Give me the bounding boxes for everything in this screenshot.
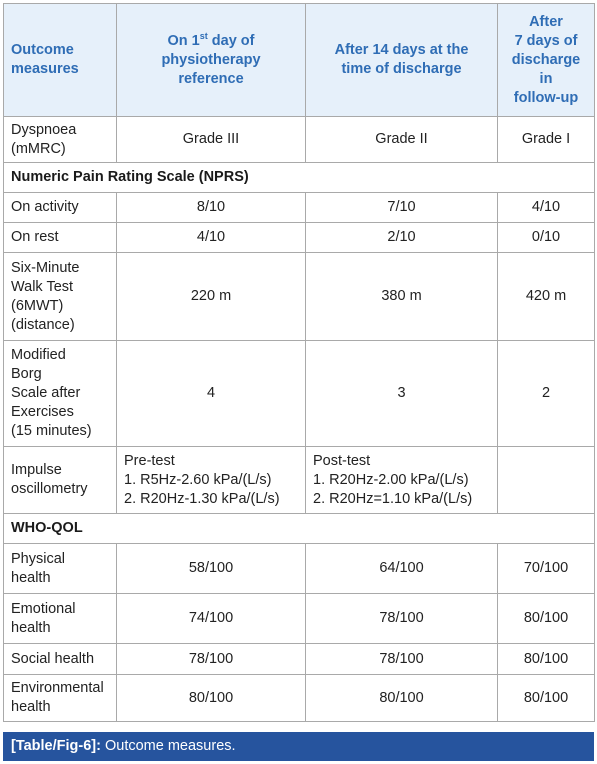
cell-value: 7/10 [306, 193, 498, 223]
table-header-row [4, 4, 595, 117]
row-label-on-activity: On activity [4, 193, 117, 223]
table-row [4, 447, 595, 514]
cell-value: 0/10 [498, 223, 595, 253]
row-label-borg: Modified Borg Scale after Exercises (15 minutes) [4, 341, 117, 447]
cell-value: Grade II [306, 117, 498, 163]
cell-value: 420 m [498, 253, 595, 341]
cell-value: 8/10 [117, 193, 306, 223]
section-row-nprs [4, 163, 595, 193]
table-row [4, 117, 595, 163]
section-row-whoqol [4, 514, 595, 544]
table-row [4, 223, 595, 253]
cell-value: 78/100 [306, 594, 498, 644]
row-label-environmental-health: Environmental health [4, 675, 117, 722]
cell-value: 78/100 [306, 644, 498, 675]
section-title-nprs: Numeric Pain Rating Scale (NPRS) [4, 163, 595, 193]
header-outcome-measures: Outcome measures [4, 4, 117, 117]
caption-text: Outcome measures. [100, 738, 236, 754]
row-label-6mwt: Six-Minute Walk Test (6MWT) (distance) [4, 253, 117, 341]
cell-value: 64/100 [306, 544, 498, 594]
cell-value: 80/100 [498, 594, 595, 644]
cell-empty [498, 447, 595, 514]
table-caption [3, 732, 594, 761]
table-row [4, 594, 595, 644]
row-label-physical-health: Physical health [4, 544, 117, 594]
cell-value: 220 m [117, 253, 306, 341]
cell-value: 4/10 [498, 193, 595, 223]
row-label-on-rest: On rest [4, 223, 117, 253]
cell-value: 2 [498, 341, 595, 447]
cell-value: 4 [117, 341, 306, 447]
cell-post-test: Post-test 1. R20Hz-2.00 kPa/(L/s) 2. R20Hz=1.10 kPa/(L/s) [306, 447, 498, 514]
row-label-dyspnoea: Dyspnoea (mMRC) [4, 117, 117, 163]
cell-value: 3 [306, 341, 498, 447]
row-label-social-health: Social health [4, 644, 117, 675]
caption-reference: [Table/Fig-6]: [11, 738, 101, 754]
header-follow-up: After 7 days of discharge in follow-up [498, 4, 595, 117]
cell-value: 70/100 [498, 544, 595, 594]
table-row [4, 644, 595, 675]
table-row [4, 675, 595, 722]
header-discharge: After 14 days at the time of discharge [306, 4, 498, 117]
cell-value: 380 m [306, 253, 498, 341]
cell-value: 4/10 [117, 223, 306, 253]
table-row [4, 544, 595, 594]
row-label-emotional-health: Emotional health [4, 594, 117, 644]
row-label-impulse-oscillometry: Impulse oscillometry [4, 447, 117, 514]
table-row [4, 253, 595, 341]
cell-value: 80/100 [117, 675, 306, 722]
cell-value: 74/100 [117, 594, 306, 644]
cell-pre-test: Pre-test 1. R5Hz-2.60 kPa/(L/s) 2. R20Hz-1.30 kPa/(L/s) [117, 447, 306, 514]
cell-value: Grade III [117, 117, 306, 163]
cell-value: 80/100 [306, 675, 498, 722]
table-row [4, 341, 595, 447]
section-title-whoqol: WHO-QOL [4, 514, 595, 544]
cell-value: 80/100 [498, 675, 595, 722]
cell-value: 80/100 [498, 644, 595, 675]
outcome-measures-table [3, 3, 595, 722]
cell-value: 78/100 [117, 644, 306, 675]
header-first-day: On 1st day of physiotherapy reference [117, 4, 306, 117]
table-row [4, 193, 595, 223]
cell-value: Grade I [498, 117, 595, 163]
cell-value: 58/100 [117, 544, 306, 594]
cell-value: 2/10 [306, 223, 498, 253]
